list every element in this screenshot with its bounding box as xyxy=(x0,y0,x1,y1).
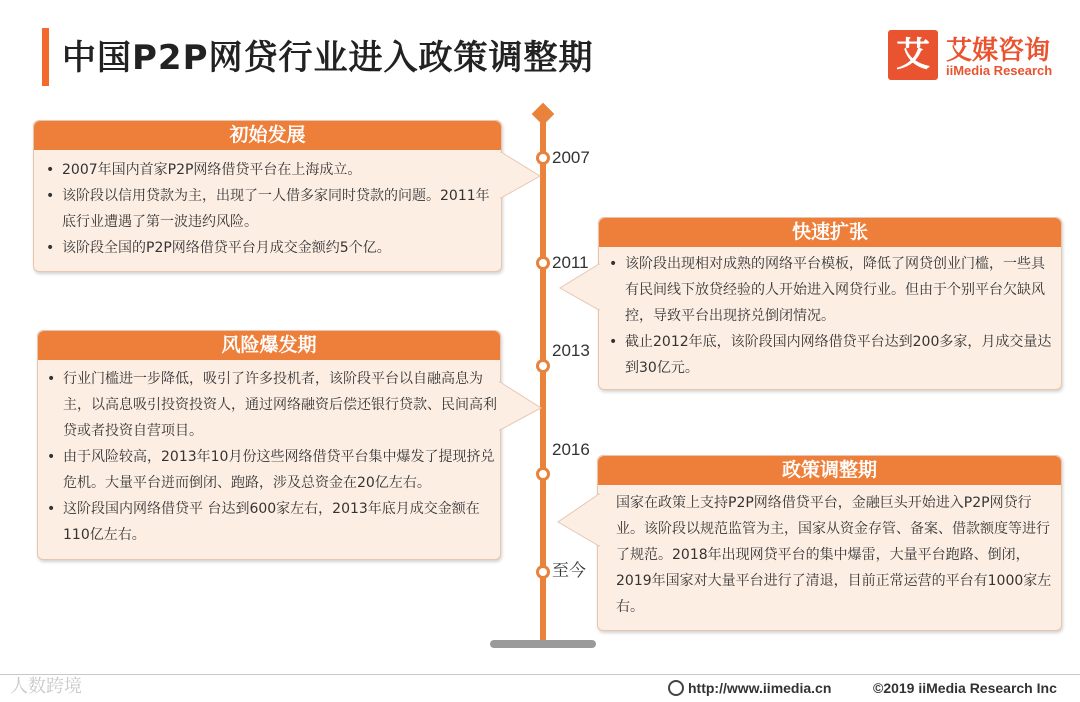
stage-item: • 2007年国内首家P2P网络借贷平台在上海成立。 xyxy=(40,157,500,183)
timeline-node-now xyxy=(536,565,550,579)
footer-url-text: http://www.iimedia.cn xyxy=(688,680,832,696)
footer-copyright: ©2019 iiMedia Research Inc xyxy=(873,680,1057,696)
stage-item: • 该阶段以信用贷款为主，出现了一人借多家同时贷款的问题。2011年底行业遭遇了第一波违约风险。 xyxy=(40,183,500,235)
stage-title-policy: 政策调整期 xyxy=(598,456,1061,485)
timeline-node-2013 xyxy=(536,359,550,373)
stage-item: • 由于风险较高，2013年10月份这些网络借贷平台集中爆发了提现挤兑危机。大量平台迸而倒闭、跑路，涉及总资金在20亿左右。 xyxy=(41,444,499,496)
stage-body-initial xyxy=(40,157,500,261)
stage-body-expansion xyxy=(603,251,1057,381)
year-label-now: 至今 xyxy=(552,561,586,580)
year-label-2013: 2013 xyxy=(552,341,590,360)
iimedia-logo xyxy=(888,30,1058,82)
stage-title-expansion: 快速扩张 xyxy=(599,218,1061,247)
stage-card-risk xyxy=(37,330,501,560)
card-pointer-risk xyxy=(499,380,543,432)
timeline-arrow-icon xyxy=(532,103,555,126)
page-title: 中国P2P网贷行业进入政策调整期 xyxy=(62,38,594,78)
stage-item: • 该阶段出现相对成熟的网络平台模板，降低了网贷创业门槛，一些具有民间线下放贷经验的人开始进入网贷行业。但由于个别平台欠缺风控，导致平台出现挤兑倒闭情况。 xyxy=(603,251,1057,329)
stage-card-policy xyxy=(597,455,1062,631)
stage-body-policy: 国家在政策上支持P2P网络借贷平台，金融巨头开始进入P2P网贷行业。该阶段以规范监管为主，国家从资金存管、备案、借款额度等进行了规范。2018年出现网贷平台的集中爆雷，大量平台跑路、倒闭，2019年国家对大量平台进行了清退，目前正常运营的平台有1000家左右。 xyxy=(616,495,1052,615)
year-label-2007: 2007 xyxy=(552,148,590,167)
globe-icon xyxy=(668,680,684,696)
stage-body-risk xyxy=(41,366,499,548)
timeline-node-2016 xyxy=(536,467,550,481)
stage-item: • 截止2012年底，该阶段国内网络借贷平台达到200多家，月成交量达到30亿元。 xyxy=(603,329,1057,381)
timeline-base xyxy=(490,640,596,648)
title-accent-bar xyxy=(42,28,49,86)
logo-name-cn: 艾媒咨询 xyxy=(946,36,1051,66)
timeline-node-2011 xyxy=(536,256,550,270)
stage-card-initial xyxy=(33,120,502,272)
stage-card-expansion xyxy=(598,217,1062,390)
footer-divider xyxy=(0,674,1080,675)
stage-title-risk: 风险爆发期 xyxy=(38,331,500,360)
stage-title-initial: 初始发展 xyxy=(34,121,501,150)
year-label-2016: 2016 xyxy=(552,440,590,459)
card-pointer-policy xyxy=(556,492,600,548)
stage-item: • 行业门槛进一步降低，吸引了许多投机者，该阶段平台以自融高息为主，以高息吸引投资投资人，通过网络融资后偿还银行贷款、民间高利贷或者投资自营项目。 xyxy=(41,366,499,444)
card-pointer-initial xyxy=(500,150,542,200)
stage-item: • 这阶段国内网络借贷平 台达到600家左右，2013年底月成交金额在110亿左右。 xyxy=(41,496,499,548)
card-pointer-expansion xyxy=(558,262,600,312)
footer-watermark: 人数跨境 xyxy=(10,676,82,697)
footer-url xyxy=(668,680,831,696)
stage-item: • 该阶段全国的P2P网络借贷平台月成交金额约5个亿。 xyxy=(40,235,500,261)
year-label-2011: 2011 xyxy=(552,253,589,272)
logo-name-en: iiMedia Research xyxy=(946,63,1053,78)
logo-mark-icon: 艾 xyxy=(888,30,938,80)
